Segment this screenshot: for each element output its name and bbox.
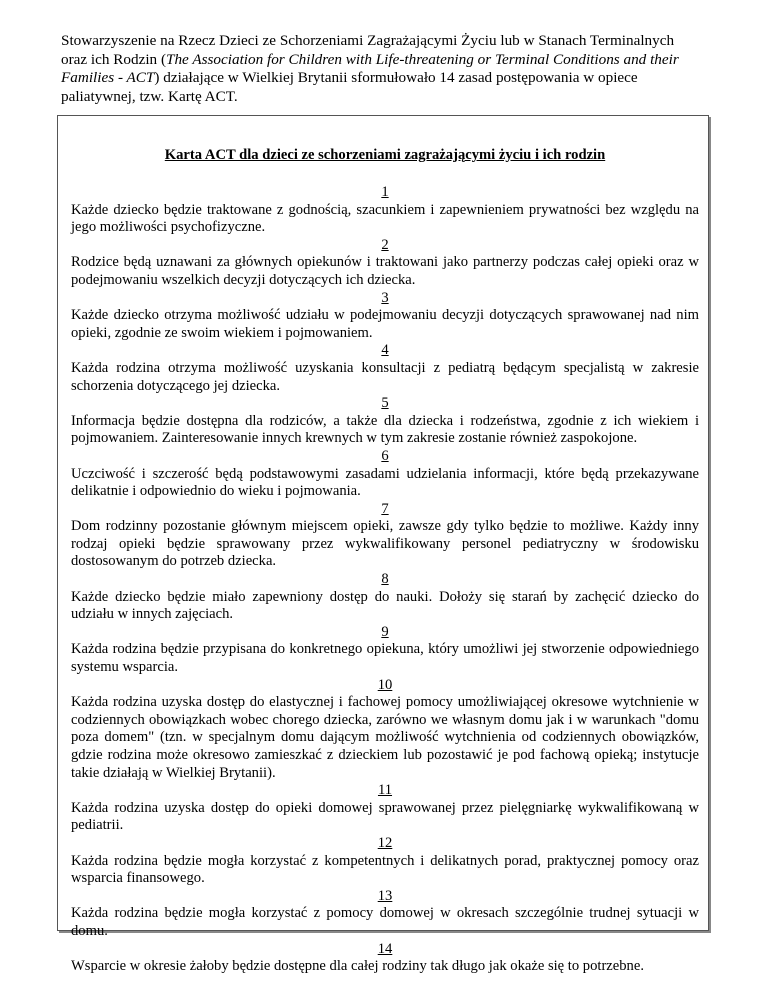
- charter-item-number: 5: [381, 395, 389, 412]
- charter-item-text: Każda rodzina będzie mogła korzystać z kompetentnych i delikatnych porad, praktycznej pomocy oraz wsparcia finansowego.: [71, 852, 699, 887]
- charter-item: [71, 888, 699, 941]
- charter-item-number: 11: [377, 782, 393, 799]
- charter-item: [71, 342, 699, 395]
- charter-item-text: Każde dziecko otrzyma możliwość udziału w podejmowaniu decyzji dotyczących sprawowanej nad nim opieki, zgodnie ze swoim wiekiem i pojmowaniem.: [71, 307, 699, 341]
- charter-item-text: Rodzice będą uznawani za głównych opiekunów i traktowani jako partnerzy podczas całej opieki oraz w podejmowaniu wszelkich decyzji dotyczących ich dziecka.: [71, 254, 699, 288]
- charter-item-text: Każda rodzina uzyska dostęp do opieki domowej sprawowanej przez pielęgniarkę wykwalifikowaną w pediatrii.: [71, 799, 699, 834]
- charter-item: [71, 184, 699, 237]
- charter-item-text: Każda rodzina będzie mogła korzystać z pomocy domowej w okresach szczególnie trudnej sytuacji w domu.: [71, 905, 699, 939]
- intro-text-part2: ) działające w Wielkiej Brytanii sformułowało 14 zasad postępowania w opiece paliatywnej, tzw. Kartę ACT.: [61, 69, 638, 105]
- charter-item-number: 6: [381, 447, 389, 464]
- charter-item: [71, 571, 699, 624]
- charter-item-text: Uczciwość i szczerość będą podstawowymi zasadami udzielania informacji, które będą przekazywane delikatnie i odpowiednio do wieku i pojmowania.: [71, 465, 699, 500]
- charter-title: Karta ACT dla dzieci ze schorzeniami zagrażającymi życiu i ich rodzin: [164, 147, 606, 163]
- charter-item-text: Każda rodzina otrzyma możliwość uzyskania konsultacji z pediatrą będącym specjalistą w zakresie schorzenia dotyczącego jej dziecka.: [71, 359, 699, 394]
- charter-item-number: 4: [381, 342, 389, 359]
- charter-item-number: 13: [377, 887, 393, 904]
- charter-item-number: 1: [381, 184, 389, 200]
- charter-item: [71, 448, 699, 501]
- charter-item-text: Informacja będzie dostępna dla rodziców, a także dla dziecka i rodzeństwa, zgodnie z ich wiekiem i pojmowaniem. Zainteresowanie innych krewnych w tym zakresie zostanie również zaspokojone.: [71, 412, 699, 447]
- charter-item: [71, 782, 699, 835]
- charter-item: [71, 941, 699, 976]
- charter-item: [71, 677, 699, 783]
- charter-item-number: 8: [381, 571, 389, 588]
- charter-item: [71, 835, 699, 888]
- charter-item-number: 7: [381, 500, 389, 517]
- charter-item-number: 2: [381, 236, 389, 253]
- charter-item: [71, 501, 699, 571]
- charter-item-number: 14: [377, 940, 393, 957]
- intro-english-name: The Association for Children with Life-threatening or Terminal Conditions and their Families - ACT: [61, 50, 679, 87]
- charter-item-text: Każda rodzina będzie przypisana do konkretnego opiekuna, który umożliwi jej stworzenie odpowiedniego systemu wsparcia.: [71, 641, 699, 676]
- charter-item-number: 10: [377, 676, 393, 693]
- charter-item-text: Każde dziecko będzie miało zapewniony dostęp do nauki. Dołoży się starań by zachęcić dziecko do udziału w innych zajęciach.: [71, 588, 699, 623]
- charter-item: [71, 237, 699, 290]
- charter-item-number: 12: [377, 834, 393, 851]
- charter-box: [57, 115, 709, 975]
- charter-item-text: Każda rodzina uzyska dostęp do elastycznej i fachowej pomocy umożliwiającej okresowe wytchnienie w codziennych obowiązkach wobec chorego dziecka, zarówno we własnym domu jak i w warunkach "domu poza domem" (tzn. w specjalnym domu dającym możliwość wytchnienia od codziennych obowiązków, gdzie rodzina może okresowo zamieszkać z dzieckiem lub pozostawić je pod fachową opieką; instytucje takie działają w Wielkiej Brytanii).: [71, 694, 699, 781]
- charter-item-text: Każde dziecko będzie traktowane z godnością, szacunkiem i zapewnieniem prywatności bez względu na jego możliwości psychofizyczne.: [71, 201, 699, 236]
- charter-item: [71, 290, 699, 343]
- charter-item: [71, 624, 699, 677]
- intro-paragraph: [61, 32, 701, 106]
- charter-item-text: Dom rodzinny pozostanie głównym miejscem opieki, zawsze gdy tylko będzie to możliwe. Każdy inny rodzaj opieki będzie sprawowany przez wykwalifikowany personel pediatryczny w środowisku dostosowanym do potrzeb dziecka.: [71, 518, 699, 570]
- charter-items: [71, 184, 699, 976]
- charter-item: [71, 395, 699, 448]
- charter-item-text: Wsparcie w okresie żałoby będzie dostępne dla całej rodziny tak długo jak okaże się to potrzebne.: [71, 958, 644, 975]
- charter-item-number: 9: [381, 623, 389, 640]
- charter-item-number: 3: [381, 289, 389, 306]
- intro-text-part1: Stowarzyszenie na Rzecz Dzieci ze Schorzeniami Zagrażającymi Życiu lub w Stanach Terminalnych oraz ich Rodzin (: [61, 32, 675, 68]
